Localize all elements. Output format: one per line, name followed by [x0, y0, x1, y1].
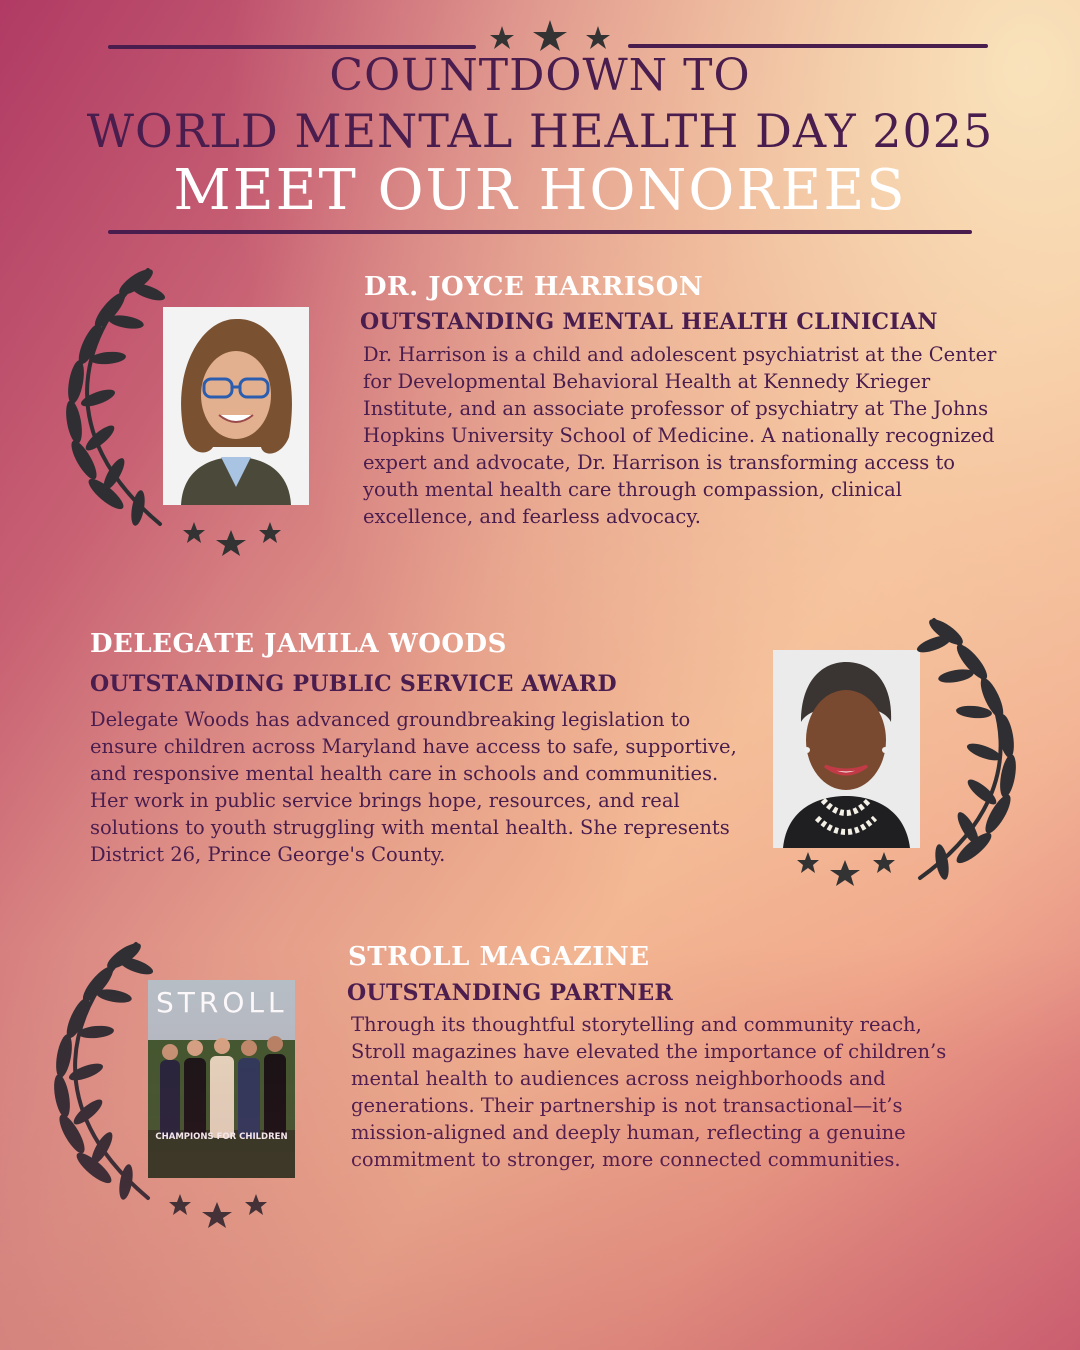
- honoree-photo-woods: [773, 650, 920, 848]
- magazine-headline: CHAMPIONS FOR CHILDREN: [155, 1132, 288, 1142]
- honoree-2-name: DELEGATE JAMILA WOODS: [90, 629, 507, 659]
- honoree-3-stars-icon: [166, 1192, 272, 1232]
- laurel-left-icon: [40, 262, 180, 532]
- honoree-2-award: OUTSTANDING PUBLIC SERVICE AWARD: [90, 671, 617, 697]
- honoree-photo-stroll-cover: [148, 980, 295, 1178]
- honoree-1-name: DR. JOYCE HARRISON: [364, 272, 704, 302]
- honoree-photo-harrison: [163, 307, 309, 505]
- honoree-3-name: STROLL MAGAZINE: [348, 942, 650, 972]
- magazine-masthead: STROLL: [156, 986, 288, 1019]
- laurel-left-3-icon: [28, 936, 168, 1206]
- honoree-1-bio: Dr. Harrison is a child and adolescent psychiatrist at the Center for Developmental Behavioral Health at Kennedy Krieger Institute, and an associate professor of psychiatry at The Johns Hopkins University School of Medicine. A nationally recognized expert and advocate, Dr. Harrison is transforming access to youth mental health care through compassion, clinical excellence, and fearless advocacy.: [363, 343, 997, 528]
- honoree-3-award: OUTSTANDING PARTNER: [347, 980, 674, 1006]
- header-event-title: WORLD MENTAL HEALTH DAY 2025: [86, 104, 994, 158]
- header-honorees-title: MEET OUR HONOREES: [173, 158, 907, 223]
- honoree-2-bio: Delegate Woods has advanced groundbreaking legislation to ensure children across Maryland have access to safe, supportive, and responsive mental health care in schools and communities. Her work in public service brings hope, resources, and real solutions to youth struggling with mental health. She represents District 26, Prince George's County.: [90, 708, 737, 866]
- header-rule-bottom: [108, 230, 972, 234]
- honoree-2-stars-icon: [794, 850, 900, 890]
- header-rule-top-right: [628, 44, 988, 48]
- honoree-1-award: OUTSTANDING MENTAL HEALTH CLINICIAN: [360, 309, 938, 335]
- honoree-1-stars-icon: [180, 520, 286, 560]
- laurel-right-icon: [910, 612, 1040, 887]
- header-countdown-title: COUNTDOWN TO: [329, 50, 751, 101]
- honoree-3-bio: Through its thoughtful storytelling and community reach, Stroll magazines have elevated the importance of children’s mental health to audiences across neighborhoods and generations. Their partnership is not transactional—it’s mission-aligned and deeply human, reflecting a genuine commitment to stronger, more connected communities.: [351, 1013, 947, 1171]
- header-rule-top-left: [108, 45, 476, 49]
